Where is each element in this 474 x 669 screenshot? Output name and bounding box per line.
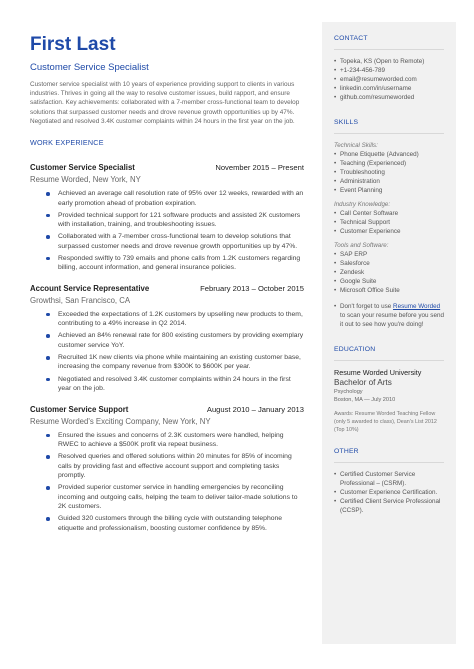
job-entry (30, 163, 304, 273)
skill-item: • Salesforce (334, 259, 444, 268)
skill-item: • Technical Support (334, 218, 444, 227)
skills-group-label: Technical Skills: (334, 142, 378, 149)
job-entry (30, 284, 304, 394)
resume-worded-link[interactable]: Resume Worded (393, 303, 441, 310)
other-list (334, 470, 444, 515)
education-awards: Awards: Resume Worded Teaching Fellow (only 5 awarded to class), Dean's List 2012 (Top 10%) (334, 411, 437, 433)
skills-list (334, 250, 444, 295)
job-bullet: Collaborated with a 7-member cross-functional team to develop solutions that surpassed customer needs and drove revenue growth opportunities up by 47%. (46, 232, 304, 251)
job-header (30, 163, 304, 173)
job-title: Customer Service Support (30, 404, 129, 414)
job-bullets (30, 431, 304, 534)
job-dates: February 2013 – October 2015 (200, 283, 304, 293)
education-degree: Bachelor of Arts (334, 378, 392, 387)
section-divider (334, 49, 444, 50)
contact-phone: • +1-234-456-789 (334, 66, 444, 75)
skills-heading: SKILLS (334, 119, 359, 126)
job-bullet: Provided superior customer service in handling emergencies by reconciling incoming and outgoing calls, helping the team to deliver tailor-made solutions to 2K customers. (46, 483, 304, 512)
job-title: Customer Service Specialist (30, 163, 135, 173)
job-header (30, 405, 304, 415)
skill-item: • Microsoft Office Suite (334, 286, 444, 295)
job-title: Account Service Representative (30, 283, 150, 293)
contact-github[interactable]: • github.com/resumeworded (334, 93, 444, 102)
job-bullet: Guided 320 customers through the billing cycle with outstanding telephone etiquette and professionalism, boosting customer confidence by 85%. (46, 514, 304, 533)
skill-item: • Phone Etiquette (Advanced) (334, 150, 444, 159)
skill-item: • Call Center Software (334, 209, 444, 218)
section-divider (334, 133, 444, 134)
job-dates: August 2010 – January 2013 (206, 404, 304, 414)
skill-item: • Event Planning (334, 186, 444, 195)
job-company: Growthsi, San Francisco, CA (30, 295, 131, 305)
job-dates: November 2015 – Present (215, 163, 304, 173)
certification-item: • Certified Client Service Professional (CCSP). (334, 497, 444, 515)
section-divider (334, 360, 444, 361)
skills-group-label: Tools and Software: (334, 242, 389, 249)
skill-item: • Administration (334, 177, 444, 186)
contact-linkedin[interactable]: • linkedin.com/in/username (334, 84, 444, 93)
education-location-date: Boston, MA — July 2010 (334, 397, 396, 403)
education-school: Resume Worded University (334, 368, 422, 377)
contact-email[interactable]: • email@resumeworded.com (334, 75, 444, 84)
job-bullet: Responded swiftly to 739 emails and phone calls from 1.2K customers regarding billing, account information, and general insurance policies. (46, 254, 304, 273)
skill-item: • Customer Experience (334, 227, 444, 236)
skill-item: • SAP ERP (334, 250, 444, 259)
other-heading: OTHER (334, 448, 359, 455)
tip-list (334, 302, 444, 329)
job-company: Resume Worded's Exciting Company, New York, NY (30, 416, 211, 426)
certification-item: • Customer Experience Certification. (334, 488, 444, 497)
job-bullet: Provided technical support for 121 software products and assisted 2K customers with installation, training, and troubleshooting issues. (46, 211, 304, 230)
skill-item: • Zendesk (334, 268, 444, 277)
contact-list (334, 57, 444, 102)
section-divider (334, 462, 444, 463)
job-entry (30, 405, 304, 534)
education-field: Psychology (334, 389, 363, 395)
job-bullets (30, 310, 304, 394)
candidate-title: Customer Service Specialist (30, 62, 149, 73)
job-header (30, 284, 304, 294)
skill-item: • Google Suite (334, 277, 444, 286)
job-bullet: Ensured the issues and concerns of 2.3K customers were handled, helping RWEC to achieve a $500K profit via repeat business. (46, 431, 304, 450)
job-company: Resume Worded, New York, NY (30, 175, 141, 185)
education-heading: EDUCATION (334, 346, 376, 353)
skill-item: • Troubleshooting (334, 168, 444, 177)
tip-prefix: Don't forget to use (340, 303, 392, 310)
job-bullet: Resolved queries and offered solutions within 20 minutes for 85% of incoming calls by providing fast and effective account support and completing tasks promptly. (46, 452, 304, 481)
tip-suffix: to scan your resume before you send it out to see how you're doing! (340, 312, 444, 328)
work-experience-heading: WORK EXPERIENCE (30, 138, 104, 148)
contact-location: • Topeka, KS (Open to Remote) (334, 57, 444, 66)
resume-tip (334, 302, 444, 329)
skill-item: • Teaching (Experienced) (334, 159, 444, 168)
skills-group-label: Industry Knowledge: (334, 201, 391, 208)
job-bullet: Exceeded the expectations of 1.2K customers by upselling new products to them, contributing to a 49% increase in Q2 2014. (46, 310, 304, 329)
job-bullet: Negotiated and resolved 3.4K customer complaints within 24 hours in the first year on the job. (46, 375, 304, 394)
candidate-name: First Last (30, 34, 116, 55)
job-bullet: Recruited 1K new clients via phone while maintaining an existing customer base, increasing the company revenue from $300K to $600K per year. (46, 353, 304, 372)
summary-paragraph: Customer service specialist with 10 years of experience providing support to clients in various industries. Thrives in going all the way to resolve customer issues, build rapport, and ensure satisfaction. Key achievements: collaborated with a 7-member cross-functional team to develop solutions that surpassed customer needs and drove revenue growth opportunities up by 47%. Negotiated and resolved 3.4K customer complaints within 24 hours in the first year on the job. (30, 81, 300, 125)
job-bullet: Achieved an average call resolution rate of 95% over 12 weeks, rewarded with an early promotion ahead of probation expiration. (46, 189, 304, 208)
job-bullets (30, 189, 304, 273)
certification-item: • Certified Customer Service Professional – (CSRM). (334, 470, 444, 488)
job-bullet: Achieved an 84% renewal rate for 800 existing customers by providing exemplary customer service YoY. (46, 331, 304, 350)
main-column (30, 34, 304, 536)
skills-list (334, 209, 444, 236)
skills-list (334, 150, 444, 195)
sidebar (322, 22, 456, 644)
contact-heading: CONTACT (334, 35, 368, 42)
